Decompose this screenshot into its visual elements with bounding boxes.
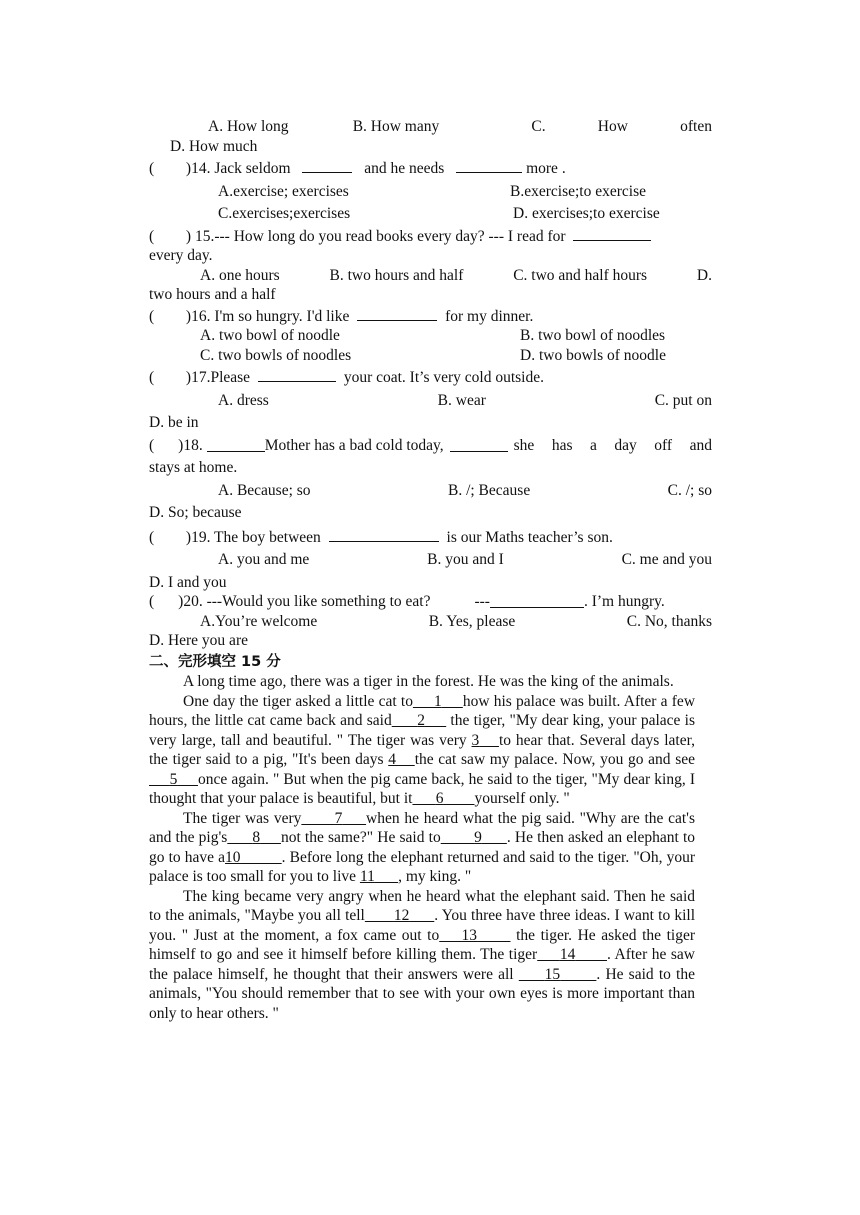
passage-paragraph-4: The king became very angry when he heard what the elephant said. Then he said to the animals, "Maybe you all tell 12 . You three have three ideas. I want to kill you. " Just at the moment, a fox came out to 13 the tiger. He asked the tiger himself to go and see it himself before killing them. The tiger 14 . After he saw the palace himself, he thought that their answers were all 15 . He said to the animals, "You should remember that to see with your own eyes is more important than only to hear others. ": [149, 887, 696, 1022]
cloze-blank-9: 9: [474, 829, 482, 846]
answer-paren: (: [149, 528, 155, 546]
q20-reply-dash: ---: [474, 593, 490, 610]
q14-option-c: C.exercises;exercises: [218, 205, 351, 222]
q13-option-b: B. How many: [352, 118, 440, 135]
q14-stem-3: more .: [526, 160, 566, 177]
q13-option-a: A. How long: [208, 118, 289, 135]
q19-option-a: A. you and me: [218, 551, 310, 568]
q17-stem-end: your coat. It’s very cold outside.: [343, 369, 544, 386]
passage-paragraph-2: One day the tiger asked a little cat to 1 how his palace was built. After a few hours, the little cat came back and said 2 the tiger, "My dear king, your palace is very large, tall and beautiful. " The tiger was very 3 to hear that. Several days later, the tiger said to a pig, "It's been days 4 the cat saw my palace. Now, you go and see 5 once again. " But when the pig came back, he said to the tiger, "My dear king, I thought that your palace is beautiful, but it 6 yourself only. ": [149, 692, 696, 807]
cloze-blank-1: 1: [434, 692, 442, 710]
q14-options-row-2: [149, 204, 712, 224]
q16-option-b: B. two bowl of noodles: [520, 327, 666, 344]
q20-options: [149, 612, 712, 632]
q20-blank: [490, 592, 584, 608]
question-18: [149, 436, 712, 456]
q14-option-d: D. exercises;to exercise: [513, 205, 660, 222]
q16-option-d: D. two bowls of noodle: [520, 346, 666, 364]
q14-option-b: B.exercise;to exercise: [510, 182, 646, 200]
q17-blank: [258, 366, 336, 382]
q13-options: [149, 117, 712, 137]
q19-blank: [329, 526, 439, 542]
q16-blank: [357, 305, 437, 321]
q19-options: [149, 550, 712, 570]
cloze-blank-6: 6: [435, 790, 444, 807]
q16-option-a: A. two bowl of noodle: [200, 327, 340, 344]
q18-stem-1: )18.: [178, 436, 203, 454]
q17-options: [149, 391, 712, 411]
q15-option-d-text: two hours and a half: [149, 286, 276, 303]
cloze-blank-2: 2: [417, 712, 425, 729]
passage-paragraph-3: The tiger was very 7 when he heard what the pig said. "Why are the cat's and the pig's 8 not the same?" He said to 9 . He then asked an elephant to go to have a10 . Before long the elephant returned and said to the tiger. "Oh, your palace is too small for you to live 11 , my king. ": [149, 809, 696, 885]
cloze-blank-15: 15: [544, 965, 561, 983]
q14-stem-1: )14. Jack seldom: [185, 160, 291, 177]
q14-blank-1: [302, 157, 352, 173]
q18-option-d: D. So; because: [149, 504, 242, 521]
q19-option-d: D. I and you: [149, 573, 227, 591]
cloze-blank-11: 11: [359, 868, 375, 885]
q17-option-c: C. put on: [654, 391, 712, 409]
q20-stem-end: . I’m hungry.: [583, 593, 665, 610]
cloze-blank-7: 7: [334, 809, 343, 827]
cloze-blank-4: 4: [388, 751, 396, 768]
cloze-blank-10: 10: [225, 848, 241, 866]
q14-stem-2: and he needs: [364, 160, 445, 177]
answer-paren: (: [149, 436, 155, 454]
q13-option-c-text-2: often: [680, 118, 712, 135]
question-16: [149, 305, 712, 327]
q19-option-c: C. me and you: [621, 551, 712, 568]
answer-paren: (: [149, 593, 155, 610]
q20-option-d: D. Here you are: [149, 632, 248, 649]
q15-option-a: A. one hours: [200, 266, 280, 284]
q15-option-c: C. two and half hours: [513, 266, 648, 284]
q16-stem: )16. I'm so hungry. I'd like: [185, 307, 350, 325]
q18-options: [149, 481, 712, 501]
q17-option-a: A. dress: [218, 391, 269, 409]
q18-stem-2: Mother has a bad cold today,: [264, 436, 444, 454]
q13-option-c-text-1: How: [597, 118, 628, 135]
answer-paren: (: [149, 160, 155, 177]
q18-option-a: A. Because; so: [218, 481, 311, 499]
q17-option-d: D. be in: [149, 414, 199, 431]
q18-option-b: B. /; Because: [447, 481, 531, 499]
cloze-blank-3: 3: [471, 731, 480, 749]
cloze-passage: [149, 672, 695, 1023]
q20-option-c: C. No, thanks: [626, 612, 712, 630]
q16-stem-end: for my dinner.: [445, 307, 534, 325]
cloze-blank-14: 14: [559, 946, 576, 963]
answer-paren: (: [149, 369, 155, 386]
q20-stem: )20. ---Would you like something to eat?: [178, 593, 431, 610]
q19-option-b: B. you and I: [427, 551, 504, 568]
q19-stem-end: is our Maths teacher’s son.: [446, 528, 613, 546]
question-20: [149, 592, 712, 612]
q18-blank-1: [207, 436, 265, 452]
q19-stem: )19. The boy between: [185, 528, 321, 546]
q18-stem-3: she has a day off and: [513, 436, 712, 454]
q16-options-row-1: [149, 326, 712, 346]
answer-paren: (: [149, 227, 155, 245]
question-19: [149, 526, 712, 548]
q15-blank: [573, 225, 651, 241]
q18-option-c: C. /; so: [667, 481, 712, 499]
cloze-blank-5: 5: [169, 770, 178, 788]
q20-option-a: A.You’re welcome: [200, 612, 318, 630]
q13-option-d-line: [149, 137, 712, 157]
q14-option-a: A.exercise; exercises: [218, 182, 349, 200]
q15-option-b: B. two hours and half: [329, 266, 464, 284]
section-heading: 二、完形填空 15 分: [149, 653, 281, 670]
cloze-blank-12: 12: [393, 907, 410, 924]
q15-option-d: D.: [696, 266, 712, 284]
question-15: [149, 225, 712, 247]
cloze-blank-13: 13: [461, 926, 478, 944]
q13-option-c: C.: [531, 118, 546, 135]
passage-paragraph-1: A long time ago, there was a tiger in the forest. He was the king of the animals.: [183, 673, 674, 690]
q14-options-row-1: [149, 182, 712, 202]
q20-option-b: B. Yes, please: [428, 612, 516, 630]
q14-blank-2: [456, 157, 522, 173]
question-17: [149, 366, 712, 388]
q18-blank-2: [450, 436, 508, 452]
answer-paren: (: [149, 307, 155, 325]
q13-option-d: D. How much: [170, 137, 258, 155]
q15-stem-cont: every day.: [149, 247, 213, 264]
q18-stem-cont: stays at home.: [149, 459, 238, 476]
question-14: [149, 157, 712, 179]
q15-stem: ) 15.--- How long do you read books every day? --- I read for: [185, 227, 566, 245]
cloze-blank-8: 8: [252, 829, 261, 846]
q17-stem: )17.Please: [185, 369, 251, 386]
q16-options-row-2: [149, 346, 712, 366]
q17-option-b: B. wear: [437, 391, 486, 409]
q15-options: [149, 266, 712, 286]
q16-option-c: C. two bowls of noodles: [200, 346, 352, 364]
exam-page: [149, 117, 712, 1023]
